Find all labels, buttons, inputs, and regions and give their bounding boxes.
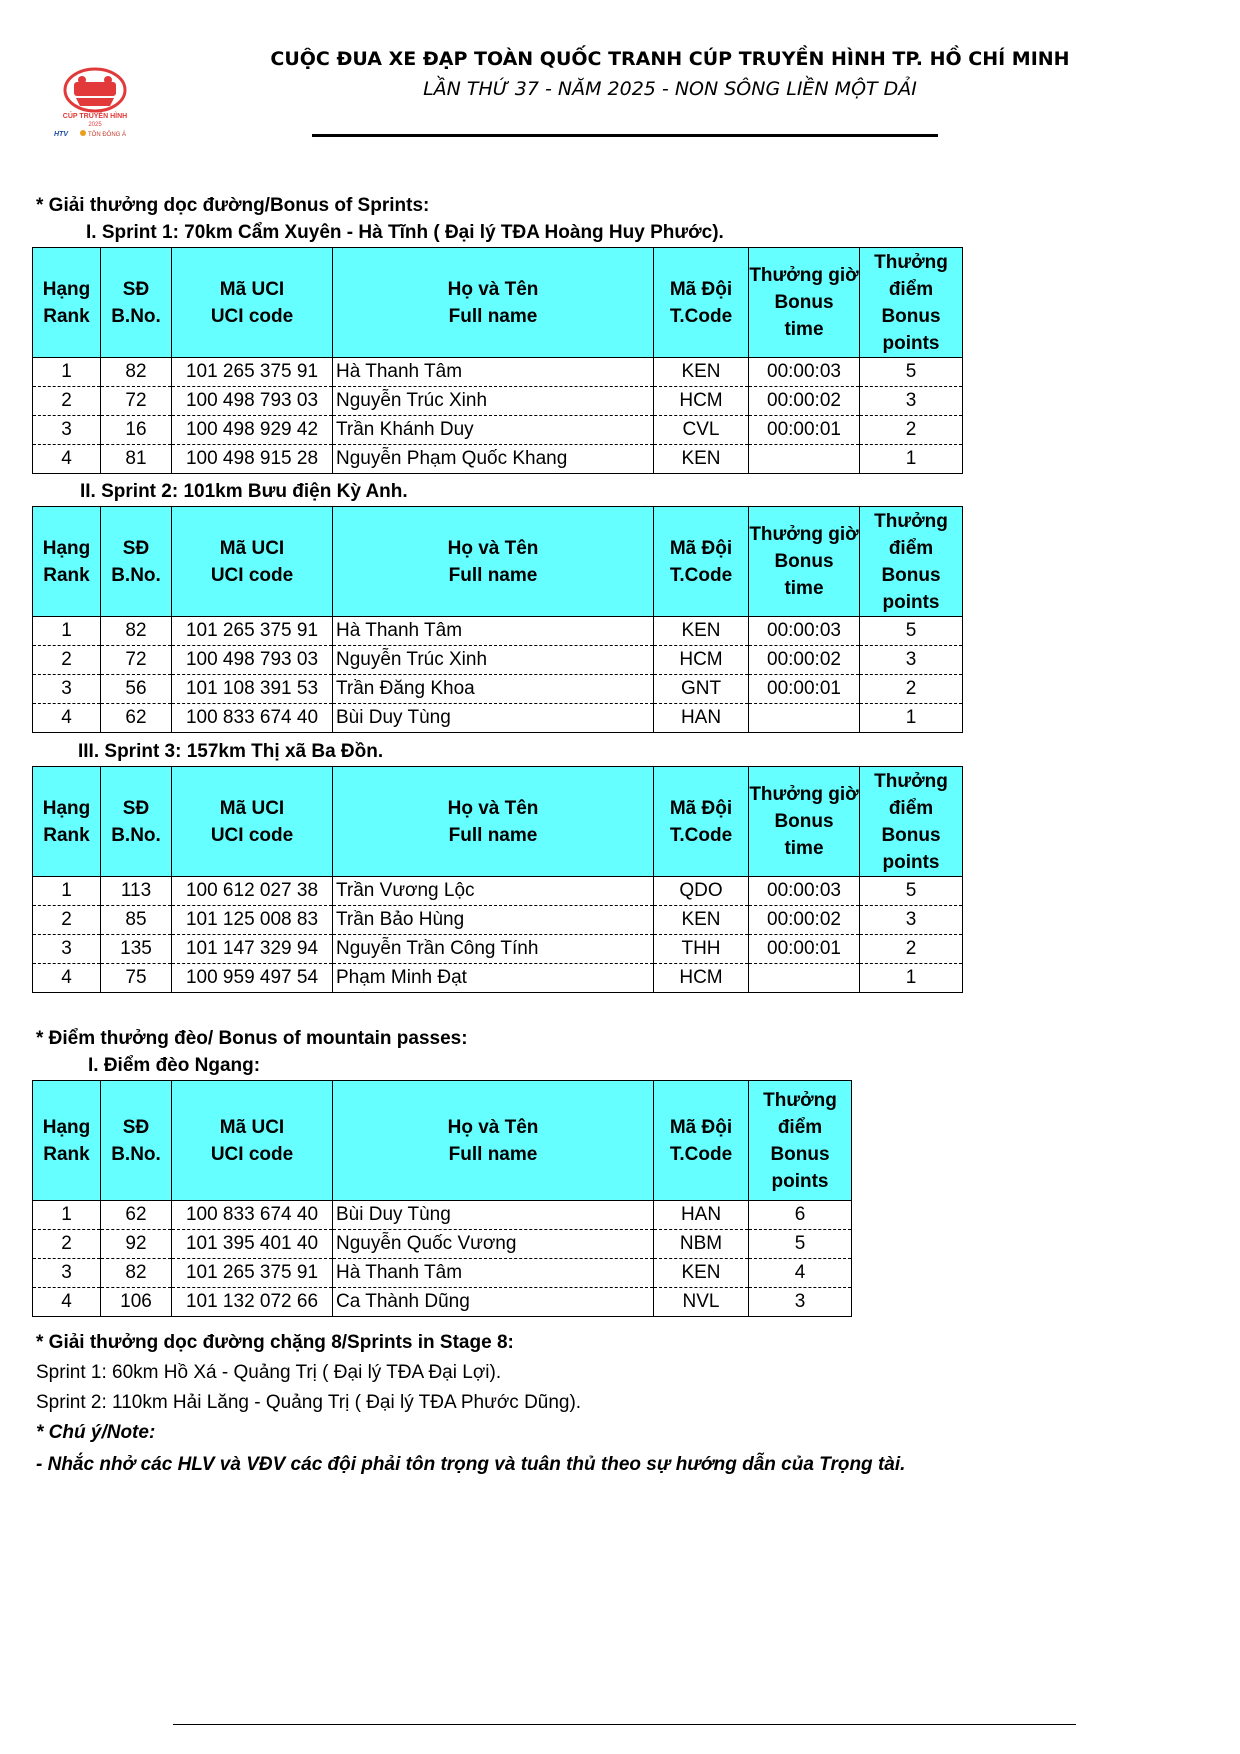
table-row: 1 82 101 265 375 91 Hà Thanh Tâm KEN 00:00:03 5 bbox=[33, 617, 963, 646]
sprint-1-title: I. Sprint 1: 70km Cẩm Xuyên - Hà Tĩnh ( Đại lý TĐA Hoàng Huy Phước). bbox=[86, 222, 724, 243]
note-label: * Chú ý/Note: bbox=[36, 1422, 156, 1443]
table-row: 1 82 101 265 375 91 Hà Thanh Tâm KEN 00:00:03 5 bbox=[33, 358, 963, 387]
logo-text: CÚP TRUYỀN HÌNH bbox=[62, 113, 128, 120]
table-row: 3 56 101 108 391 53 Trần Đăng Khoa GNT 00:00:01 2 bbox=[33, 675, 963, 704]
table-row: 2 72 100 498 793 03 Nguyễn Trúc Xinh HCM 00:00:02 3 bbox=[33, 646, 963, 675]
sprint-1-table: Hạng Rank SĐ B.No. Mã UCI UCI code Họ và Tên Full name Mã Đội T.Code Thưởng giờ Bonus time Thưởng điểm Bonus points 1 82 101 265 375 91 Hà Thanh Tâm KEN 00:00:03 5 2 72 100 498 793 03 Nguyễn Trúc Xinh HCM 00:00:02 3 3 16 100 498 929 42 Trần Khánh Duy CVL 00:00:01 2 4 81 100 498 915 28 Nguyễn Phạm Quốc Khang KEN 1 bbox=[32, 247, 963, 474]
note-text: - Nhắc nhở các HLV và VĐV các đội phải tôn trọng và tuân thủ theo sự hướng dẫn của Trọng tài. bbox=[36, 1454, 906, 1475]
logo-sponsor-htv: HTV bbox=[54, 131, 68, 138]
sprints-heading: * Giải thưởng dọc đường/Bonus of Sprints: bbox=[36, 195, 430, 216]
header-divider bbox=[312, 134, 938, 137]
table-row: 4 62 100 833 674 40 Bùi Duy Tùng HAN 1 bbox=[33, 704, 963, 733]
stage8-sprint-2: Sprint 2: 110km Hải Lăng - Quảng Trị ( Đại lý TĐA Phước Dũng). bbox=[36, 1392, 582, 1413]
page-title: CUỘC ĐUA XE ĐẠP TOÀN QUỐC TRANH CÚP TRUYỀN HÌNH TP. HỒ CHÍ MINH bbox=[270, 48, 1070, 70]
sprint-3-table: Hạng Rank SĐ B.No. Mã UCI UCI code Họ và Tên Full name Mã Đội T.Code Thưởng giờ Bonus time Thưởng điểm Bonus points 1 113 100 612 027 38 Trần Vương Lộc QDO 00:00:03 5 2 85 101 125 008 83 Trần Bảo Hùng KEN 00:00:02 3 3 135 101 147 329 94 Nguyễn Trần Công Tính THH 00:00:01 2 4 75 100 959 497 54 Phạm Minh Đạt HCM 1 bbox=[32, 766, 963, 993]
stage8-heading: * Giải thưởng dọc đường chặng 8/Sprints in Stage 8: bbox=[36, 1332, 514, 1353]
mountain-heading: * Điểm thưởng đèo/ Bonus of mountain passes: bbox=[36, 1028, 468, 1049]
table-row: 4 75 100 959 497 54 Phạm Minh Đạt HCM 1 bbox=[33, 964, 963, 993]
table-row: 4 81 100 498 915 28 Nguyễn Phạm Quốc Khang KEN 1 bbox=[33, 445, 963, 474]
stage8-sprint-1: Sprint 1: 60km Hồ Xá - Quảng Trị ( Đại lý TĐA Đại Lợi). bbox=[36, 1362, 502, 1383]
table-row: 1 113 100 612 027 38 Trần Vương Lộc QDO 00:00:03 5 bbox=[33, 877, 963, 906]
table-row: 3 82 101 265 375 91 Hà Thanh Tâm KEN 4 bbox=[33, 1259, 852, 1288]
logo-sponsor-tda: TÔN ĐÔNG Á bbox=[88, 132, 127, 138]
logo-year: 2025 bbox=[88, 122, 102, 128]
footer-divider bbox=[173, 1724, 1076, 1725]
sprint-2-title: II. Sprint 2: 101km Bưu điện Kỳ Anh. bbox=[80, 481, 408, 502]
table-row: 2 72 100 498 793 03 Nguyễn Trúc Xinh HCM 00:00:02 3 bbox=[33, 387, 963, 416]
table-row: 1 62 100 833 674 40 Bùi Duy Tùng HAN 6 bbox=[33, 1201, 852, 1230]
mountain-title: I. Điểm đèo Ngang: bbox=[88, 1055, 261, 1076]
table-row: 3 16 100 498 929 42 Trần Khánh Duy CVL 00:00:01 2 bbox=[33, 416, 963, 445]
race-logo bbox=[52, 64, 138, 138]
table-row: 2 85 101 125 008 83 Trần Bảo Hùng KEN 00:00:02 3 bbox=[33, 906, 963, 935]
table-row: 2 92 101 395 401 40 Nguyễn Quốc Vương NBM 5 bbox=[33, 1230, 852, 1259]
table-row: 3 135 101 147 329 94 Nguyễn Trần Công Tính THH 00:00:01 2 bbox=[33, 935, 963, 964]
table-row: 4 106 101 132 072 66 Ca Thành Dũng NVL 3 bbox=[33, 1288, 852, 1317]
sprint-2-table: Hạng Rank SĐ B.No. Mã UCI UCI code Họ và Tên Full name Mã Đội T.Code Thưởng giờ Bonus time Thưởng điểm Bonus points 1 82 101 265 375 91 Hà Thanh Tâm KEN 00:00:03 5 2 72 100 498 793 03 Nguyễn Trúc Xinh HCM 00:00:02 3 3 56 101 108 391 53 Trần Đăng Khoa GNT 00:00:01 2 4 62 100 833 674 40 Bùi Duy Tùng HAN 1 bbox=[32, 506, 963, 733]
sprint-3-title: III. Sprint 3: 157km Thị xã Ba Đồn. bbox=[78, 741, 384, 762]
mountain-table: Hạng Rank SĐ B.No. Mã UCI UCI code Họ và Tên Full name Mã Đội T.Code Thưởng điểm Bonus points 1 62 100 833 674 40 Bùi Duy Tùng HAN 6 2 92 101 395 401 40 Nguyễn Quốc Vương NBM 5 3 82 101 265 375 91 Hà Thanh Tâm KEN 4 4 106 101 132 072 66 Ca Thành Dũng NVL 3 bbox=[32, 1080, 852, 1317]
page-subtitle: LẦN THỨ 37 - NĂM 2025 - NON SÔNG LIỀN MỘT DẢI bbox=[423, 78, 917, 100]
